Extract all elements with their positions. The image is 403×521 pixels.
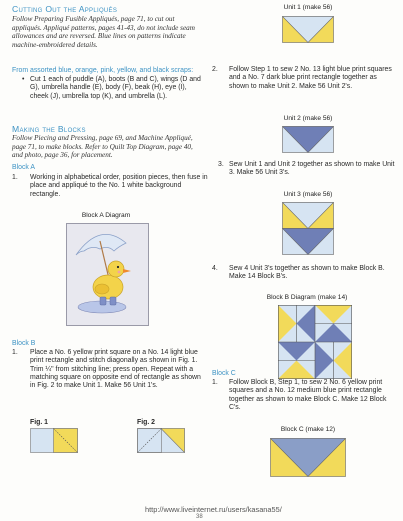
step-b1-text: Place a No. 6 yellow print square on a No. 14 light blue print rectangle and stitch diagonally as shown in Fig. 1. Trim ¼" from stitching line; press open. Repeat with a matching square on opposite end of rectangle as shown in Fig. 2 to make Unit 1. Make 56 Unit 1's. [30, 349, 201, 390]
fig1-diagram [30, 428, 78, 453]
block-b-label: Block B [12, 340, 36, 347]
step-c1-text: Follow Block B, Step 1, to sew 2 No. 6 yellow print squares and a No. 12 medium blue print rectangle together as shown to make Block C. Make 12 Block C's. [229, 379, 387, 411]
unit1-diagram [282, 16, 334, 43]
making-intro: Follow Piecing and Pressing, page 69, and Machine Appliqué, page 71, to make blocks. Refer to Quilt Top Diagram, page 40, and photo, page 36, for placement. [12, 134, 193, 160]
step3-text: Sew Unit 1 and Unit 2 together as shown to make Unit 3. Make 56 Unit 3's. [229, 161, 395, 177]
block-b-diagram [278, 305, 352, 379]
fabrics-line: From assorted blue, orange, pink, yellow, and black scraps: [12, 67, 194, 74]
fig2-diagram [137, 428, 185, 453]
step4-text: Sew 4 Unit 3's together as shown to make Block B. Make 14 Block B's. [229, 265, 385, 281]
block-a-label: Block A [12, 164, 35, 171]
step4-number: 4. [212, 265, 218, 272]
block-a-diagram [66, 223, 149, 326]
cut-item [22, 76, 206, 101]
making-heading: Making the Blocks [12, 124, 86, 134]
unit3-diagram [282, 202, 334, 255]
step3-number: 3. [218, 161, 224, 168]
block-a-diagram-caption: Block A Diagram [81, 212, 131, 219]
cutting-heading: Cutting Out the Appliqués [12, 4, 118, 14]
fig1-label: Fig. 1 [30, 419, 48, 426]
step2-text: Follow Step 1 to sew 2 No. 13 light blue print squares and a No. 7 dark blue print rectangle together as shown to make Unit 2. Make 56 Unit 2's. [229, 66, 392, 90]
step-c1-number: 1. [212, 379, 218, 386]
block-c-caption: Block C (make 12) [280, 426, 336, 433]
step-a1-text: Working in alphabetical order, position pieces, then fuse in place and appliqué to the No. 1 white background rectangle. [30, 174, 208, 198]
unit2-diagram [282, 126, 334, 153]
unit1-caption: Unit 1 (make 56) [283, 4, 333, 11]
cut-item-text: Cut 1 each of puddle (A), boots (B and C), wings (D and G), umbrella handle (E), body (F), beak (H), eye (I), cheek (J), umbrella top (K), and umbrella (L). [30, 76, 201, 100]
block-c-label: Block C [212, 370, 236, 377]
fig2-label: Fig. 2 [137, 419, 155, 426]
block-c-diagram [270, 438, 346, 477]
watermark-url[interactable]: http://www.liveinternet.ru/users/kasana55/ [145, 505, 282, 514]
step2-number: 2. [212, 66, 218, 73]
unit3-caption: Unit 3 (make 56) [283, 191, 333, 198]
cutting-intro: Follow Preparing Fusible Appliqués, page 71, to cut out appliqués. Appliqué patterns, pages 41-43, do not include seam allowances and are reversed. Blue lines on patterns indicate machine-embroidered details. [12, 15, 195, 49]
bullet: • [22, 76, 25, 83]
block-b-diagram-caption: Block B Diagram (make 14) [266, 294, 348, 301]
unit2-caption: Unit 2 (make 56) [283, 115, 333, 122]
step-b1-number: 1. [12, 349, 18, 356]
page-number: 38 [196, 514, 203, 520]
step-a1-number: 1. [12, 174, 18, 181]
